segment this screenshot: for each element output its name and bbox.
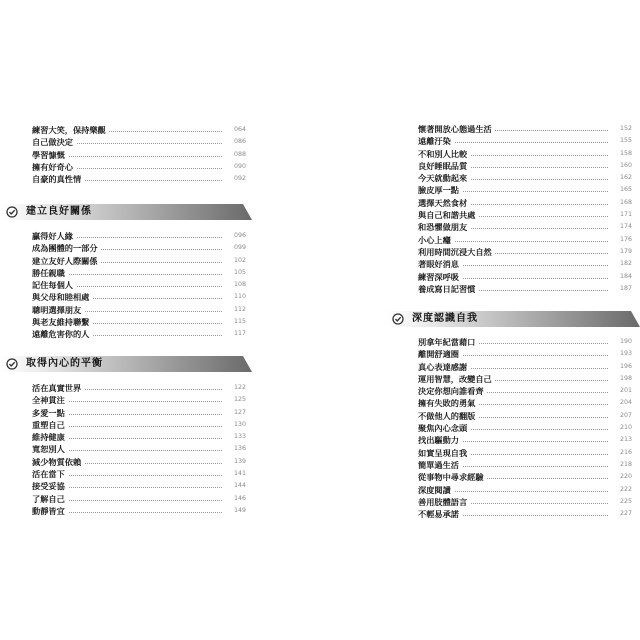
entry-page-number: 117 bbox=[233, 330, 246, 338]
entry-title: 養成寫日記習慣 bbox=[418, 283, 478, 295]
entry-title: 活在當下 bbox=[32, 468, 68, 480]
toc-entry bbox=[32, 149, 246, 161]
entry-title: 聚焦內心念頭 bbox=[418, 422, 470, 434]
entry-page-number: 227 bbox=[619, 510, 632, 518]
entry-title: 練習深呼吸 bbox=[418, 271, 462, 283]
entry-page-number: 115 bbox=[233, 318, 246, 326]
entry-page-number: 220 bbox=[619, 473, 632, 481]
toc-entry bbox=[418, 496, 632, 508]
toc-entry bbox=[418, 459, 632, 471]
entry-title: 自豪的真性情 bbox=[32, 173, 84, 185]
entry-page-number: 146 bbox=[233, 494, 246, 502]
right-page bbox=[320, 0, 640, 640]
toc-entry bbox=[418, 283, 632, 295]
entry-title: 與父母和睦相處 bbox=[32, 291, 92, 303]
section-title: 建立良好關係 bbox=[26, 206, 92, 217]
toc-entry bbox=[32, 291, 246, 303]
toc-entry bbox=[418, 397, 632, 409]
toc-entry bbox=[32, 431, 246, 443]
toc-entry bbox=[418, 209, 632, 221]
toc-entry bbox=[418, 484, 632, 496]
entry-page-number: 204 bbox=[619, 399, 632, 407]
toc-entry bbox=[32, 328, 246, 340]
entry-title: 選擇天然食材 bbox=[418, 197, 470, 209]
entry-page-number: 108 bbox=[233, 281, 246, 289]
entry-page-number: 158 bbox=[619, 149, 632, 157]
toc-list bbox=[32, 382, 246, 517]
entry-title: 聰明選擇朋友 bbox=[32, 304, 84, 316]
entry-page-number: 152 bbox=[619, 125, 632, 132]
section-title: 深度認識自我 bbox=[412, 313, 478, 324]
toc-entry bbox=[418, 258, 632, 270]
toc-entry bbox=[418, 160, 632, 172]
entry-title: 利用時間沉浸大自然 bbox=[418, 246, 495, 258]
toc-entry bbox=[418, 447, 632, 459]
entry-page-number: 130 bbox=[233, 420, 246, 428]
entry-title: 著眼好消息 bbox=[418, 258, 462, 270]
entry-title: 寬恕別人 bbox=[32, 443, 68, 455]
entry-page-number: 141 bbox=[233, 470, 246, 478]
entry-title: 不輕易承諾 bbox=[418, 508, 462, 520]
entry-title: 如實呈現自我 bbox=[418, 447, 470, 459]
entry-title: 自己做決定 bbox=[32, 136, 76, 148]
toc-entry bbox=[418, 197, 632, 209]
entry-page-number: 198 bbox=[619, 374, 632, 382]
toc-entry bbox=[32, 382, 246, 394]
entry-title: 勝任親職 bbox=[32, 267, 68, 279]
entry-title: 遠離汙染 bbox=[418, 135, 454, 147]
entry-page-number: 213 bbox=[619, 436, 632, 444]
entry-page-number: 064 bbox=[233, 126, 246, 133]
entry-title: 運用智慧，改變自己 bbox=[418, 373, 495, 385]
entry-title: 深度閱讀 bbox=[418, 484, 454, 496]
entry-page-number: 174 bbox=[619, 223, 632, 231]
entry-title: 小心上癮 bbox=[418, 234, 454, 246]
entry-title: 重塑自己 bbox=[32, 419, 68, 431]
toc-entry bbox=[32, 394, 246, 406]
entry-title: 簡單過生活 bbox=[418, 459, 462, 471]
entry-page-number: 090 bbox=[233, 162, 246, 170]
section-header bbox=[0, 204, 252, 220]
section-header bbox=[386, 311, 640, 327]
toc-entry bbox=[418, 385, 632, 397]
entry-page-number: 182 bbox=[619, 260, 632, 268]
entry-page-number: 155 bbox=[619, 137, 632, 145]
toc-entry bbox=[32, 419, 246, 431]
entry-page-number: 086 bbox=[233, 138, 246, 146]
entry-title: 建立友好人際關係 bbox=[32, 255, 101, 267]
toc-entry bbox=[418, 135, 632, 147]
entry-title: 別拿年紀當藉口 bbox=[418, 336, 478, 348]
check-circle-icon bbox=[392, 313, 404, 325]
entry-page-number: 196 bbox=[619, 362, 632, 370]
toc-entry bbox=[32, 230, 246, 242]
toc-list bbox=[32, 124, 246, 185]
entry-page-number: 139 bbox=[233, 457, 246, 465]
entry-page-number: 210 bbox=[619, 424, 632, 432]
entry-page-number: 112 bbox=[233, 305, 246, 313]
toc-entry bbox=[418, 123, 632, 135]
entry-page-number: 165 bbox=[619, 186, 632, 194]
toc-entry bbox=[418, 172, 632, 184]
toc-entry bbox=[418, 336, 632, 348]
toc-entry bbox=[418, 471, 632, 483]
entry-page-number: 136 bbox=[233, 445, 246, 453]
entry-title: 維持健康 bbox=[32, 431, 68, 443]
check-circle-icon bbox=[6, 358, 18, 370]
entry-page-number: 099 bbox=[233, 244, 246, 252]
entry-title: 從事物中尋求經驗 bbox=[418, 471, 487, 483]
entry-page-number: 127 bbox=[233, 408, 246, 416]
toc-entry bbox=[418, 422, 632, 434]
entry-page-number: 133 bbox=[233, 433, 246, 441]
entry-title: 找出驅動力 bbox=[418, 434, 462, 446]
toc-entry bbox=[32, 480, 246, 492]
toc-entry bbox=[32, 407, 246, 419]
toc-entry bbox=[418, 508, 632, 520]
entry-title: 成為團體的一部分 bbox=[32, 242, 101, 254]
entry-title: 不和別人比較 bbox=[418, 148, 470, 160]
toc-entry bbox=[32, 124, 246, 136]
entry-page-number: 222 bbox=[619, 485, 632, 493]
entry-page-number: 193 bbox=[619, 350, 632, 358]
toc-list bbox=[418, 123, 632, 295]
toc-entry bbox=[418, 246, 632, 258]
entry-title: 動靜皆宜 bbox=[32, 505, 68, 517]
toc-list bbox=[32, 230, 246, 341]
toc-entry bbox=[32, 136, 246, 148]
toc-entry bbox=[32, 443, 246, 455]
entry-page-number: 110 bbox=[233, 293, 246, 301]
entry-page-number: 088 bbox=[233, 150, 246, 158]
toc-entry bbox=[32, 173, 246, 185]
entry-page-number: 216 bbox=[619, 448, 632, 456]
toc-entry bbox=[32, 161, 246, 173]
toc-entry bbox=[418, 148, 632, 160]
entry-title: 了解自己 bbox=[32, 493, 68, 505]
entry-page-number: 179 bbox=[619, 247, 632, 255]
toc-entry bbox=[32, 304, 246, 316]
entry-title: 擁有好奇心 bbox=[32, 161, 76, 173]
entry-title: 多愛一點 bbox=[32, 407, 68, 419]
toc-entry bbox=[418, 410, 632, 422]
entry-title: 今天就動起來 bbox=[418, 172, 470, 184]
entry-title: 善用肢體語言 bbox=[418, 496, 470, 508]
entry-page-number: 218 bbox=[619, 460, 632, 468]
entry-page-number: 125 bbox=[233, 396, 246, 404]
entry-page-number: 160 bbox=[619, 161, 632, 169]
entry-page-number: 176 bbox=[619, 235, 632, 243]
toc-entry bbox=[418, 184, 632, 196]
entry-title: 臉皮厚一點 bbox=[418, 184, 462, 196]
check-circle-icon bbox=[6, 206, 18, 218]
toc-entry bbox=[418, 434, 632, 446]
entry-title: 和恐懼做朋友 bbox=[418, 221, 470, 233]
entry-title: 全神貫注 bbox=[32, 394, 68, 406]
entry-page-number: 190 bbox=[619, 338, 632, 345]
toc-entry bbox=[418, 373, 632, 385]
entry-page-number: 162 bbox=[619, 174, 632, 182]
entry-page-number: 184 bbox=[619, 272, 632, 280]
toc-entry bbox=[32, 279, 246, 291]
entry-page-number: 168 bbox=[619, 198, 632, 206]
toc-entry bbox=[32, 267, 246, 279]
entry-page-number: 171 bbox=[619, 211, 632, 219]
entry-title: 擁有失敗的勇氣 bbox=[418, 397, 478, 409]
toc-entry bbox=[32, 493, 246, 505]
toc-entry bbox=[32, 242, 246, 254]
toc-entry bbox=[32, 255, 246, 267]
toc-entry bbox=[418, 348, 632, 360]
entry-page-number: 225 bbox=[619, 497, 632, 505]
entry-title: 減少物質依賴 bbox=[32, 456, 84, 468]
entry-page-number: 207 bbox=[619, 411, 632, 419]
toc-entry bbox=[418, 361, 632, 373]
toc-entry bbox=[418, 234, 632, 246]
entry-title: 活在真實世界 bbox=[32, 382, 84, 394]
section-title: 取得內心的平衡 bbox=[26, 358, 103, 369]
entry-page-number: 149 bbox=[233, 506, 246, 514]
entry-title: 記住每個人 bbox=[32, 279, 76, 291]
entry-page-number: 105 bbox=[233, 268, 246, 276]
entry-page-number: 092 bbox=[233, 175, 246, 183]
entry-page-number: 122 bbox=[233, 384, 246, 391]
toc-entry bbox=[32, 316, 246, 328]
entry-page-number: 187 bbox=[619, 284, 632, 292]
entry-title: 遠離危害你的人 bbox=[32, 328, 92, 340]
entry-title: 決定你想向誰看齊 bbox=[418, 385, 487, 397]
entry-title: 真心表達感謝 bbox=[418, 361, 470, 373]
entry-title: 懷著開放心態過生活 bbox=[418, 123, 495, 135]
entry-title: 與自己和諧共處 bbox=[418, 209, 478, 221]
entry-page-number: 096 bbox=[233, 232, 246, 239]
toc-entry bbox=[32, 456, 246, 468]
entry-title: 贏得好人緣 bbox=[32, 230, 76, 242]
toc-entry bbox=[32, 505, 246, 517]
toc-entry bbox=[418, 221, 632, 233]
toc-list bbox=[418, 336, 632, 520]
section-header bbox=[0, 356, 252, 372]
entry-title: 練習大笑，保持樂觀 bbox=[32, 124, 109, 136]
entry-title: 離開舒適圈 bbox=[418, 348, 462, 360]
entry-title: 與老友維持聯繫 bbox=[32, 316, 92, 328]
entry-title: 不做他人的翻版 bbox=[418, 410, 478, 422]
entry-page-number: 144 bbox=[233, 482, 246, 490]
toc-entry bbox=[418, 271, 632, 283]
entry-title: 良好睡眠品質 bbox=[418, 160, 470, 172]
entry-page-number: 201 bbox=[619, 387, 632, 395]
toc-entry bbox=[32, 468, 246, 480]
entry-page-number: 102 bbox=[233, 256, 246, 264]
entry-title: 學習慷慨 bbox=[32, 149, 68, 161]
entry-title: 接受妥協 bbox=[32, 480, 68, 492]
